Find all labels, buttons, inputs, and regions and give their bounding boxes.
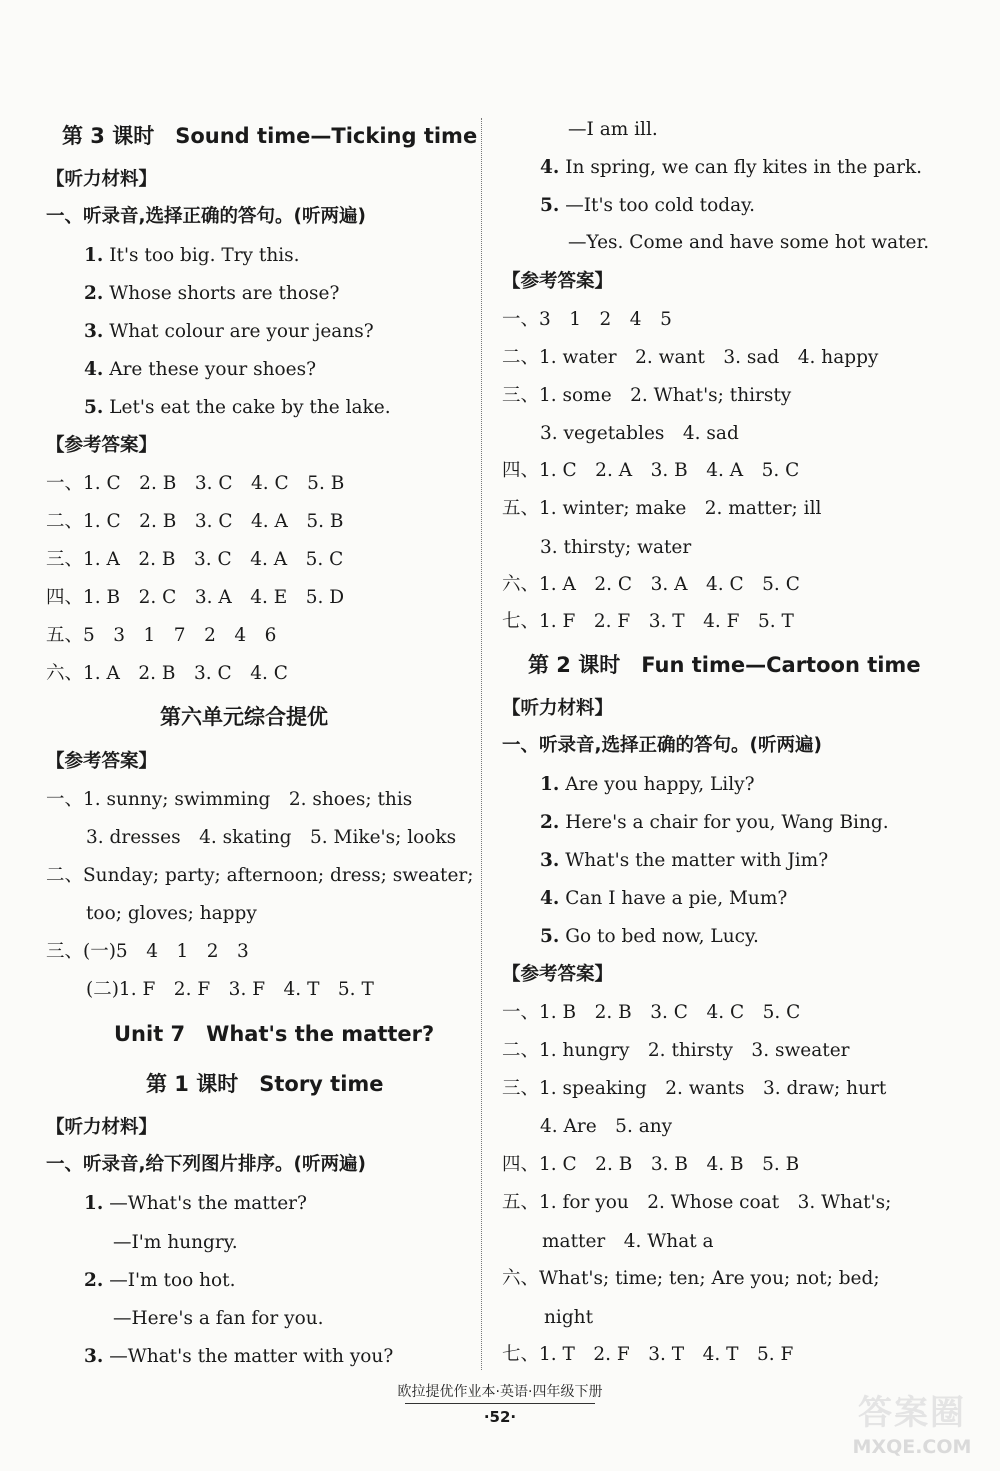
watermark-url: MXQE.COM [852,1436,972,1458]
section-heading: 【参考答案】 [502,271,614,292]
answer-line: 一、1. C 2. B 3. C 4. C 5. B [46,473,345,494]
answer-continuation: 4. Are 5. any [540,1116,673,1137]
item-number: 1. [540,774,560,795]
item-text: What colour are your jeans? [109,321,374,342]
unit-title: Unit 7 What's the matter? [114,1022,435,1046]
answer-line: 一、1. sunny; swimming 2. shoes; this [46,789,413,810]
item-number: 5. [540,195,560,216]
answer-continuation: night [544,1307,594,1328]
lesson-title: 第 2 课时 Fun time—Cartoon time [528,653,921,677]
item-text: —What's the matter with you? [109,1346,394,1367]
list-item [113,1307,324,1331]
section-heading: 【参考答案】 [46,435,158,456]
answer-line: 二、Sunday; party; afternoon; dress; sweater; [46,865,474,886]
item-number: 3. [84,321,104,342]
watermark [842,1385,982,1465]
answer-continuation: 3. vegetables 4. sad [540,423,739,444]
item-text: —Yes. Come and have some hot water. [568,232,930,253]
answer-line: 一、3 1 2 4 5 [502,309,672,330]
list-item [540,773,755,797]
section-heading: 一、听录音,给下列图片排序。(听两遍) [46,1154,366,1175]
answer-line: 三、1. A 2. B 3. C 4. A 5. C [46,549,344,570]
list-item [540,849,828,873]
answer-line: 三、(一)5 4 1 2 3 [46,941,249,962]
answer-line: 五、1. for you 2. Whose coat 3. What's; [502,1192,892,1213]
item-text: Here's a chair for you, Wang Bing. [565,812,889,833]
book-title: 欧拉提优作业本·英语·四年级下册 [397,1384,603,1400]
item-text: —Here's a fan for you. [113,1308,324,1329]
item-text: Can I have a pie, Mum? [565,888,788,909]
answer-line: 三、1. some 2. What's; thirsty [502,385,792,406]
list-item [84,282,339,306]
list-item [84,320,374,344]
section-heading: 【听力材料】 [46,169,158,190]
answer-line: 四、1. C 2. B 3. B 4. B 5. B [502,1154,800,1175]
list-item [540,194,755,218]
list-item [84,1345,393,1369]
answer-line: 六、What's; time; ten; Are you; not; bed; [502,1268,880,1289]
answer-line: 七、1. F 2. F 3. T 4. F 5. T [502,611,794,632]
answer-line: 三、1. speaking 2. wants 3. draw; hurt [502,1078,887,1099]
item-text: Are these your shoes? [109,359,317,380]
answer-line: 二、1. C 2. B 3. C 4. A 5. B [46,511,344,532]
item-text: Go to bed now, Lucy. [565,926,759,947]
list-item [568,118,658,142]
answer-line: 六、1. A 2. B 3. C 4. C [46,663,288,684]
list-item [540,887,787,911]
section-heading: 【参考答案】 [46,751,158,772]
section-heading: 【听力材料】 [502,698,614,719]
item-text: What's the matter with Jim? [565,850,829,871]
item-number: 4. [84,359,104,380]
answer-line: 一、1. B 2. B 3. C 4. C 5. C [502,1002,801,1023]
answer-continuation: matter 4. What a [542,1231,714,1252]
answer-line: 六、1. A 2. C 3. A 4. C 5. C [502,574,800,595]
list-item [113,1231,238,1255]
list-item [84,358,316,382]
item-text: —What's the matter? [109,1193,307,1214]
page-number: ·52· [483,1408,517,1426]
item-text: —It's too cold today. [565,195,755,216]
item-number: 5. [540,926,560,947]
item-text: Are you happy, Lily? [565,774,755,795]
column-divider [481,118,482,1370]
list-item [568,231,929,255]
item-number: 4. [540,157,560,178]
list-item [84,244,300,268]
list-item [84,1269,236,1293]
answer-continuation: 3. dresses 4. skating 5. Mike's; looks [86,827,457,848]
item-number: 3. [84,1346,104,1367]
answer-continuation: (二)1. F 2. F 3. F 4. T 5. T [86,979,374,1000]
unit-summary-title: 第六单元综合提优 [160,705,328,729]
answer-line: 七、1. T 2. F 3. T 4. T 5. F [502,1344,794,1365]
item-text: It's too big. Try this. [109,245,300,266]
answer-continuation: too; gloves; happy [86,903,257,924]
item-number: 3. [540,850,560,871]
item-text: In spring, we can fly kites in the park. [565,157,923,178]
answer-line: 五、5 3 1 7 2 4 6 [46,625,277,646]
item-text: —I am ill. [568,119,658,140]
answer-continuation: 3. thirsty; water [540,537,692,558]
answer-line: 四、1. B 2. C 3. A 4. E 5. D [46,587,345,608]
section-heading: 【听力材料】 [46,1117,158,1138]
item-number: 1. [84,245,104,266]
answer-line: 五、1. winter; make 2. matter; ill [502,498,822,519]
lesson-title: 第 1 课时 Story time [146,1072,384,1096]
item-text: Whose shorts are those? [109,283,340,304]
list-item [540,925,759,949]
answer-line: 二、1. hungry 2. thirsty 3. sweater [502,1040,850,1061]
section-heading: 一、听录音,选择正确的答句。(听两遍) [502,735,822,756]
answer-line: 二、1. water 2. want 3. sad 4. happy [502,347,879,368]
item-number: 4. [540,888,560,909]
item-text: Let's eat the cake by the lake. [109,397,391,418]
item-text: —I'm hungry. [113,1232,238,1253]
item-text: —I'm too hot. [109,1270,236,1291]
lesson-title: 第 3 课时 Sound time—Ticking time [62,124,478,148]
item-number: 2. [84,1270,104,1291]
list-item [84,1192,307,1216]
section-heading: 一、听录音,选择正确的答句。(听两遍) [46,206,366,227]
section-heading: 【参考答案】 [502,964,614,985]
footer-rule [405,1403,595,1404]
item-number: 1. [84,1193,104,1214]
watermark-logo: 答案圈 [858,1393,966,1433]
list-item [540,811,889,835]
list-item [84,396,391,420]
item-number: 2. [84,283,104,304]
item-number: 5. [84,397,104,418]
item-number: 2. [540,812,560,833]
answer-line: 四、1. C 2. A 3. B 4. A 5. C [502,460,800,481]
list-item [540,156,922,180]
